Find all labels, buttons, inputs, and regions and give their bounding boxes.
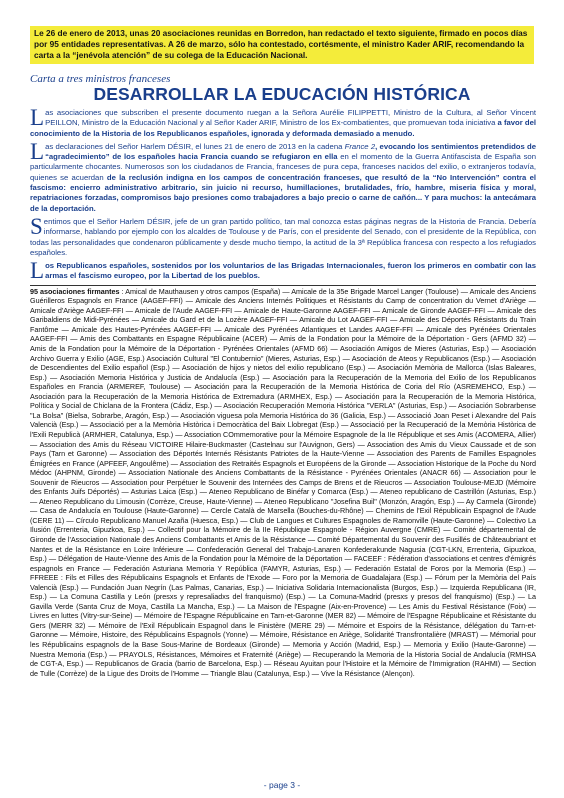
page-title: DESARROLLAR LA EDUCACIÓN HISTÓRICA xyxy=(93,84,471,104)
dropcap: L xyxy=(30,138,45,164)
paragraph-1 xyxy=(30,105,537,139)
signatories-lead: 95 asociaciones firmantes xyxy=(30,286,120,296)
letter-subtitle: Carta a tres ministros franceses xyxy=(30,73,171,85)
paragraph-italic: France 2 xyxy=(344,141,376,151)
paragraph-emphasis: a favor del conocimiento de la Historia de los Republicanos españoles, ignorada y deformada demasiado a menudo. xyxy=(30,118,537,138)
paragraph-emphasis: os Republicanos españoles, sostenidos por los voluntarios de las Brigadas Internacionales, fueron los primeros en combatir con las armas el fascismo europeo, por la Libertad de los pueblos. xyxy=(45,261,536,281)
paragraph-emphasis: , evocando los sentimientos pretendidos de “agradecimiento” de los españoles hacia Francia cuando se refugiaron en ella xyxy=(45,141,536,162)
dropcap: L xyxy=(30,258,45,284)
signatories-text: : Amical de Mauthausen y otros campos (España) — Amicale de la 35e Brigade Marcel Langer (Toulouse) — Amicale des Anciens Guérilleros Espagnols en France (AAGEF-FFI) — Amicale des Anciens Internés Politiques et Résistants du Camp de concentration du Vernet d'Ariège — Amicale d'Ariège AAGEF-FFI — Amicale de l'Aude AAGEF-FFI — Amicale de Haute-Garonne AAGEF-FFI — Amicale de Gironde AAGEF-FFI — Amicale des Garibaldiens de Midi-Pyrénées — Amicale du Gard et de la Lozère AAGEF-FFI — Amicale du Lot AAGEF-FFI — Amicale des Déportés Résistants du Train Fantôme — Amicale des Hautes-Pyrénées AAGEF-FFI — Amicale des Pyrénées Atlantiques et Landes AAGEF-FFI — Amicale des Pyrénées Orientales AAGEF-FFI — Amis des Combattants en Espagne Républicaine (ACER) — Amis de la Fondation pour la Mémoire de la Déportation - Gers (AFMD 32) — Amis de la Fondation pour la Mémoire de la Déportation - Pyrénées Orientales (AFMD 66) — Asociación Amigos de Mieres (Asturias, Esp.) — Asociación Archivo Guerra y Exilio (AGE, Esp.) Asociación Cultural "El Contubernio" (Mieres, Asturias, Esp.) — Asociación de Ateos y Republicanos (Esp.) — Asociación de Descendientes del Exilio español (Esp.) — Asociación de hijos y nietos del exilio republicano (Esp.) — Asociación Memòria de Mallorca (Islas Baleares, Esp.) — Asociación Memoria Histórica y Justicia de Andalucía (Esp.) — Asociación para la Recuperación de la Memoria del Exilio de los Republicanos Españoles en Francia (ARMEREF, Toulouse) — Asociación para la Recuperación de la Memoria Histórica de Coria del Río (ASREMEHCO, Esp.) — Asociación para la Recuperación de la Memoria Histórica de Extremadura (ARMHEX, Esp.) — Asociación para la Recuperación de la Memoria Histórica, Política y Social de Chiclana de la Frontera (Cádiz, Esp.) — Asociación Recuperación Memoria Histórica "VERLA" (Asturias, Esp.) — Asociación Sobrarbense "La Bolsa" (Bielsa, Sobrarbe, Aragón, Esp.) — Asociación viguesa pola Memoria Histórica do 36 (Galicia, Esp.) — Associació Joan Peset i Alexandre del País Valencià (Esp.) — Associació per a la Memòria Històrica i Democràtica del Baix Llobregat (Esp.) — Associació per la Recuperació de la Memòria Històrica de l'Exili Republicà (ARMHER, Catalunya, Esp.) — Association COmmemorative pour la Mémoire Espagnole de la IIe République et ses Amis (ACOMERA, Allier) — Association des Amis du Réseau VICTOIRE Hilaire-Buckmaster (Castelnau sur l'Auvignon, Gers) — Association des Amis du Vieux Caussade et de son Pays (Tarn et Garonne) — Association des Déportés Internés Résistants Patriotes de la Haute-Vienne — Association des Parents de Familles Espagnoles Émigrées en France (APFEEF, Angoulême) — Association des Retraités Espagnols et Européens de la Gironde — Association Historique de la Poche du Nord Médoc (AHPNM, Gironde) — Association Nationale des Anciens Combattants de la Résistance - Pyrénées Orientales (ANACR 66) — Association pour le Souvenir de Rieucros — Association pour Perpétuer le Souvenir des Internées des Camps de Brens et de Rieucros — Association Toulouse-MEJD (Mémoire des Enfants Juifs Déportés) — Asturias Laica (Esp.) — Ateneo Republicano de Binéfar y Comarca (Esp.) — Ateneo republicano de Castrillón (Asturias, Esp.) — Ateneo Republicano du Limousin (Corrèze, Creuse, Haute-Vienne) — Ateneo Republicano "Josefina Buil" (Monzón, Aragón, Esp.) — Ay Carmela (Gironde) — Casa de Andalucía en Toulouse (Haute-Garonne) — Cercle Català de Marsella (Bouches-du-Rhône) — Chemins de l'Exil Républicain Espagnol de l'Aude (CERE 11) — Círculo Republicano Manuel Azaña (Huesca, Esp.) — Club de Langues et Cultures Espagnoles de Ramonville (Haute-Garonne) — Colectivo La Ilusión (Errenteria, Gipuzkoa, Esp.) — Collectif pour la Mémoire de la IIe République Espagnole - Région Auvergne (CMRE) — Comité départemental de Gironde de l'Association Nationale des Anciens Combattants et Amis de la Résistance — Comité Départemental du Souvenir des Fusillés de Châteaubriant et Nantes et de la Résistance en Loire Inférieure — Confederación General del Trabajo-Lanaren Konfederakunde Nagusia (CGT-LKN, Errenteria, Gipuzkoa, Esp.) — Délégation de Haute-Vienne des Amis de la Fondation pour la Mémoire de la Déportation — FACEEF : Fédération d'associations et centres d'émigrés espagnols en France — Federación Asturiana Memoria Y República (FAMYR, Asturias, Esp.) — Federación Estatal de Foros por la Memoria (Esp.) — FFREEE : Fils et Filles des Républicains Espagnols et Enfants de l'Exode — Foro por la Memoria de Guadalajara (Esp.) — Fórum per la Memòria del País Valencià (Esp.) — Fundación Juan Negrín (Las Palmas, Canarias, Esp.) — Iniciativa Solidaria Internacionalista (Burgos, Esp.) — Izquierda Republicana (IR, Esp.) — La Comuna Castilla y León (presxs y represaliadxs del franquismo) (Esp.) — La Comuna-Madrid (presxs y presos del franquismo) (Esp.) — La Gavilla Verde (Santa Cruz de Moya, Castilla La Mancha, Esp.) — La Maison de l'Espagne (Aix-en-Provence) — Les Amis du Festival Résistance (Foix) — Livres en luttes (Vitry-sur-Seine) — Mémoire de l'Espagne Républicaine en Tarn-et-Garonne (MER 82) — Mémoire de l'Espagne Républicaine et Résistante du Gers (MERR 32) — Mémoire de l'Exil Républicain Espagnol dans le Finistère (MERE 29) — Mémoire et Espoirs de la Résistance, délégation du Tarn-et-Garonne — Mémoire, Histoire, des Républicains Espagnols (Yonne) — Mémoire, Résistance en Ariège, Solidarité Transfrontalière (MRAST) — Mémorial pour les Républicains espagnols de la Base Sous-Marine de Bordeaux (Gironde) — Memoria y Acción (Madrid, Esp.) — Memoria y Exilio (Haute-Garonne) — Nuestra Memoria (Esp.) — PRAYOLS, Résistances, Mémoires et Fraternité (Ariège) — Recuperando la Memoria de la Historia Social de Andalucía (RMHSA de CGT-A, Esp.) — Republicanos de Gracia (barrio de Barcelona, Esp.) — Réseau Ayuitan pour l'Histoire et la Mémoire de l'Immigration (RAHMI) — Section de Tulle (Corrèze) de la Ligue des Droits de l'Homme — Triangle Blau (Catalunya, Esp.) — Vive la Résistance (Alençon). xyxy=(30,286,536,678)
dropcap: L xyxy=(30,105,45,130)
dropcap: S xyxy=(30,213,43,239)
signatories-list xyxy=(30,285,536,678)
page-number: - page 3 - xyxy=(263,780,301,790)
paragraph-2 xyxy=(30,138,536,214)
letter-body xyxy=(30,105,537,678)
paragraph-text: as declaraciones del Señor Harlem DÉSIR, el lunes 21 de enero de 2013 en la cadena xyxy=(45,141,345,151)
paragraph-text: as asociaciones que subscriben el presente documento ruegan a la Señora Aurélie FILIPPETTI, Ministro de la Cultura, al Señor Vincent PEILLON, Ministro de la Educación Nacional y al Señor Kader ARIF, Ministro de los Ex-combatientes, que promuevan toda iniciativa xyxy=(45,108,536,128)
intro-notice: Le 26 de enero de 2013, unas 20 asociaciones reunidas en Borredon, han redactado el texto siguiente, firmado en pocos días por 95 entidades representativas. A 26 de marzo, sólo ha contestado, cortésmente, el ministro Kader ARIF, recomendando la carta a la “jenévola atención” de su colega de la Educación Nacional. xyxy=(30,26,534,64)
paragraph-emphasis: de la reclusión indigna en los campos de concentración franceses, que resultó de la “No Intervención” contra el fascismo: encierro administrativo arbitrario, sin juicio ni recurso, humillaciones, brutalidades, frío, hambre, miseria física y moral, repatriaciones forzadas, compromisos bajo presiones como trabajadores a bajo precio o carne de cañón... Y para muchos: la antecámara de la deportación. xyxy=(30,172,536,213)
paragraph-3 xyxy=(30,213,536,258)
paragraph-text: entimos que el Señor Harlem DÉSIR, jefe de un gran partido político, tan mal conozca estas páginas negras de la Historia de Francia. Debería informarse, hablando por ejemplo con los alcaldes de Toulouse y de París, con el presidente del Senado, con el presidente de la República, con todas las personalidades que condenaron públicamente y desde mucho tiempo, la actitud de la 3ª República francesa con respecto a los refugiados españoles. xyxy=(30,216,536,257)
paragraph-text: en el momento de la Guerra Antifascista de España son particularmente chocantes. Numerosos son los ciudadanos de Francia, franceses de pura cepa, franceses nacidos del exilio, o extranjeros todavía, quienes se acuerdan xyxy=(30,152,536,182)
paragraph-4 xyxy=(30,258,536,284)
